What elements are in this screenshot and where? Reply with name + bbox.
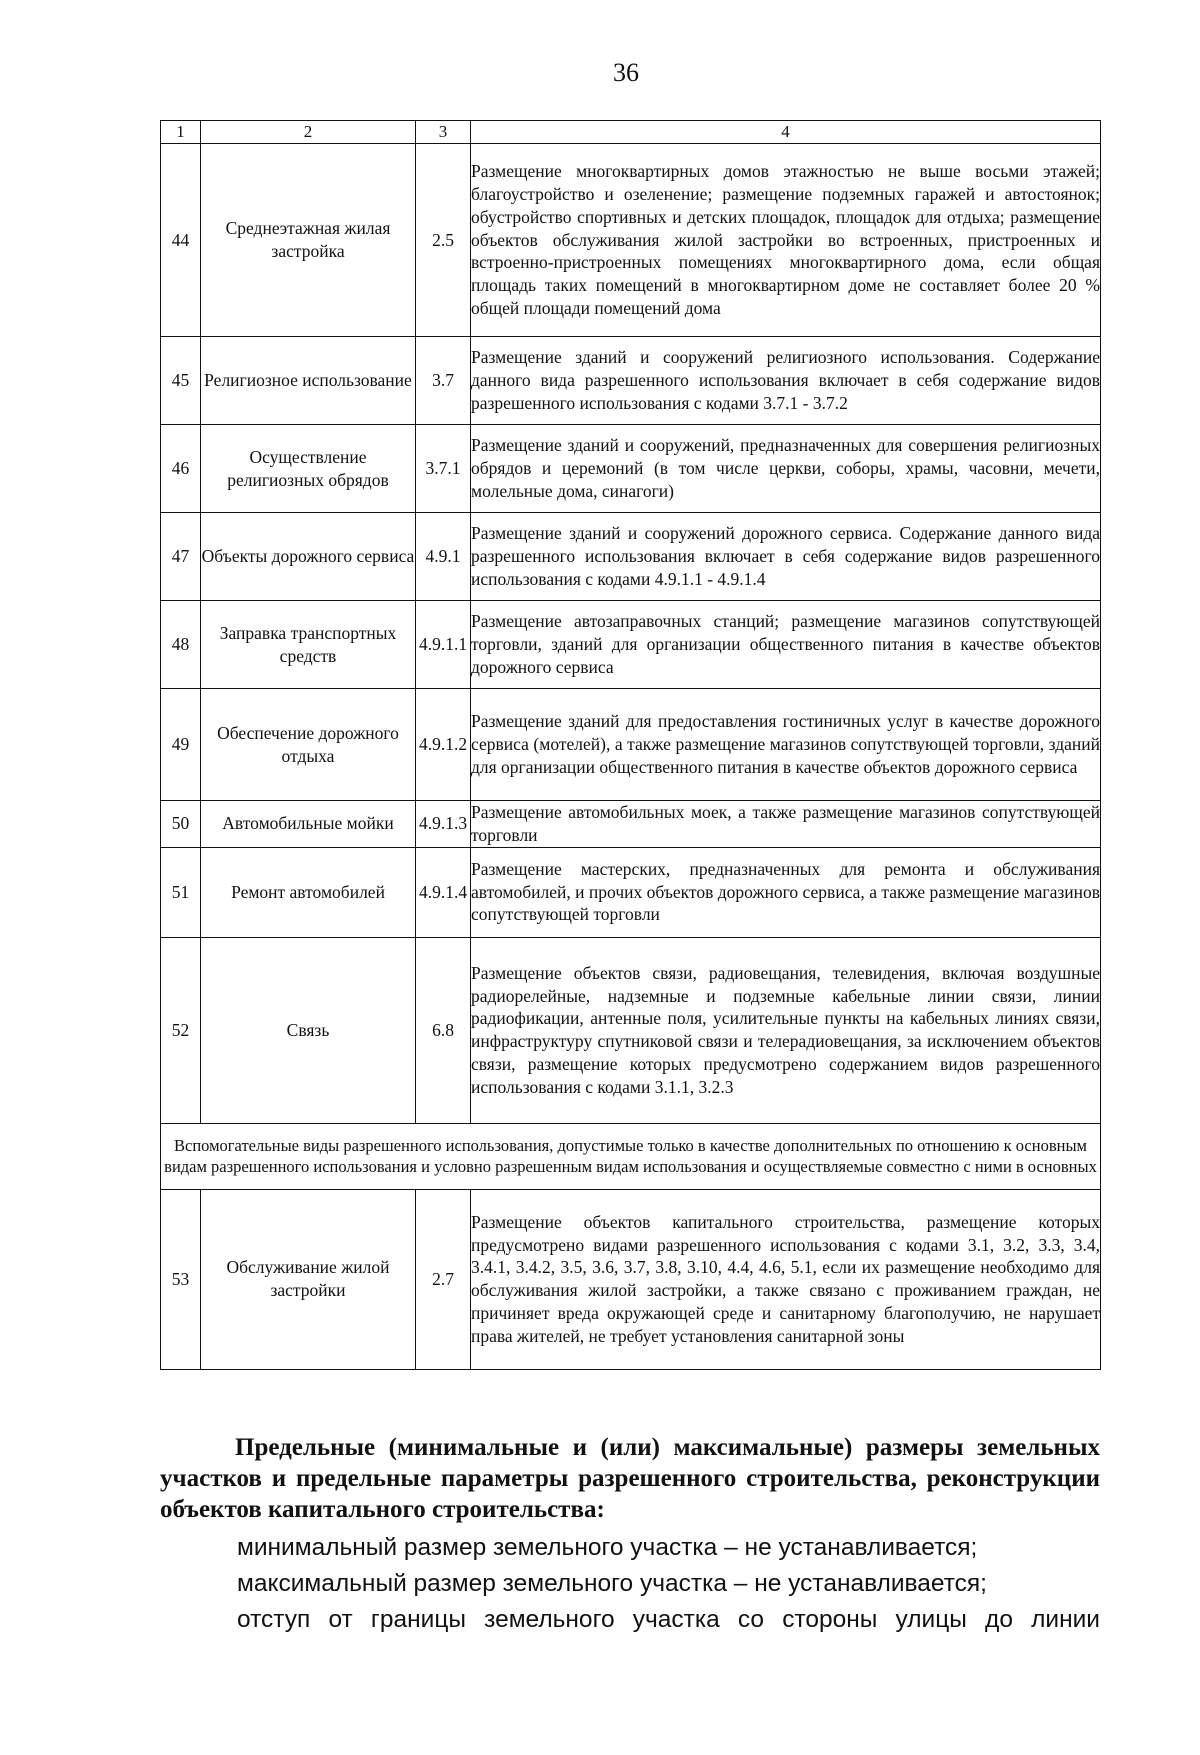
use-name: Объекты дорожного сервиса xyxy=(201,513,416,601)
row-number: 49 xyxy=(161,689,201,801)
table-row xyxy=(161,144,1101,337)
use-code: 6.8 xyxy=(416,937,471,1123)
use-name: Религиозное использование xyxy=(201,337,416,425)
row-number: 50 xyxy=(161,801,201,848)
row-number: 48 xyxy=(161,601,201,689)
use-code: 3.7.1 xyxy=(416,425,471,513)
use-name: Автомобильные мойки xyxy=(201,801,416,848)
column-header-4: 4 xyxy=(471,121,1101,144)
table-row xyxy=(161,801,1101,848)
use-name: Связь xyxy=(201,937,416,1123)
table-header-row xyxy=(161,121,1101,144)
use-name: Ремонт автомобилей xyxy=(201,847,416,937)
use-description: Размещение мастерских, предназначенных для ремонта и обслуживания автомобилей, и прочих объектов дорожного сервиса, а также размещение магазинов сопутствующей торговли xyxy=(471,847,1101,937)
use-code: 2.7 xyxy=(416,1189,471,1369)
row-number: 45 xyxy=(161,337,201,425)
row-number: 51 xyxy=(161,847,201,937)
land-use-table xyxy=(160,120,1101,1370)
use-code: 4.9.1.4 xyxy=(416,847,471,937)
column-header-3: 3 xyxy=(416,121,471,144)
use-description: Размещение объектов капитального строительства, размещение которых предусмотрено видами разрешенного использования с кодами 3.1, 3.2, 3.3, 3.4, 3.4.1, 3.4.2, 3.5, 3.6, 3.7, 3.8, 3.10, 4.4, 4.6, 5.1, если их размещение необходимо для обслуживания жилой застройки, а также связано с проживанием граждан, не причиняет вреда окружающей среде и санитарному благополучию, не нарушает права жителей, не требует установления санитарной зоны xyxy=(471,1189,1101,1369)
use-code: 2.5 xyxy=(416,144,471,337)
section-row xyxy=(161,1123,1101,1189)
use-code: 3.7 xyxy=(416,337,471,425)
table-row xyxy=(161,513,1101,601)
use-code: 4.9.1.3 xyxy=(416,801,471,848)
use-name: Заправка транспортных средств xyxy=(201,601,416,689)
table-row xyxy=(161,847,1101,937)
table-row xyxy=(161,689,1101,801)
table-row xyxy=(161,337,1101,425)
use-code: 4.9.1.2 xyxy=(416,689,471,801)
row-number: 47 xyxy=(161,513,201,601)
param-line: минимальный размер земельного участка – не устанавливается; xyxy=(237,1534,978,1561)
use-name: Осуществление религиозных обрядов xyxy=(201,425,416,513)
use-description: Размещение зданий и сооружений, предназначенных для совершения религиозных обрядов и церемоний (в том числе церкви, соборы, храмы, часовни, мечети, молельные дома, синагоги) xyxy=(471,425,1101,513)
section-title: Вспомогательные виды разрешенного использования, допустимые только в качестве дополнительных по отношению к основным видам разрешенного использования и условно разрешенным видам использования и осуществляемые совместно с ними в основных xyxy=(161,1123,1101,1189)
use-description: Размещение многоквартирных домов этажностью не выше восьми этажей; благоустройство и озеленение; размещение подземных гаражей и автостоянок; обустройство спортивных и детских площадок, площадок для отдыха; размещение объектов обслуживания жилой застройки во встроенных, пристроенных и встроенно-пристроенных помещениях многоквартирного дома, если общая площадь таких помещений в многоквартирном доме не составляет более 20 % общей площади помещений дома xyxy=(471,144,1101,337)
use-name: Среднеэтажная жилая застройка xyxy=(201,144,416,337)
use-description: Размещение зданий для предоставления гостиничных услуг в качестве дорожного сервиса (мотелей), а также размещение магазинов сопутствующей торговли, зданий для организации общественного питания в качестве объектов дорожного сервиса xyxy=(471,689,1101,801)
use-description: Размещение автомобильных моек, а также размещение магазинов сопутствующей торговли xyxy=(471,801,1101,848)
row-number: 44 xyxy=(161,144,201,337)
use-code: 4.9.1.1 xyxy=(416,601,471,689)
row-number: 46 xyxy=(161,425,201,513)
row-number: 53 xyxy=(161,1189,201,1369)
param-line: максимальный размер земельного участка – не устанавливается; xyxy=(237,1570,987,1597)
param-line: отступ от границы земельного участка со стороны улицы до линии xyxy=(237,1606,1100,1633)
use-description: Размещение зданий и сооружений религиозного использования. Содержание данного вида разрешенного использования включает в себя содержание видов разрешенного использования с кодами 3.7.1 - 3.7.2 xyxy=(471,337,1101,425)
use-description: Размещение зданий и сооружений дорожного сервиса. Содержание данного вида разрешенного использования включает в себя содержание видов разрешенного использования с кодами 4.9.1.1 - 4.9.1.4 xyxy=(471,513,1101,601)
table-row xyxy=(161,601,1101,689)
row-number: 52 xyxy=(161,937,201,1123)
use-name: Обслуживание жилой застройки xyxy=(201,1189,416,1369)
table-row xyxy=(161,1189,1101,1369)
table-row xyxy=(161,937,1101,1123)
page-number: 36 xyxy=(613,58,639,87)
table-row xyxy=(161,425,1101,513)
parameters-heading: Предельные (минимальные и (или) максимальные) размеры земельных участков и предельные параметры разрешенного строительства, реконструкции объектов капитального строительства: xyxy=(160,1434,1100,1523)
column-header-1: 1 xyxy=(161,121,201,144)
column-header-2: 2 xyxy=(201,121,416,144)
use-name: Обеспечение дорожного отдыха xyxy=(201,689,416,801)
use-description: Размещение объектов связи, радиовещания, телевидения, включая воздушные радиорелейные, надземные и подземные кабельные линии связи, линии радиофикации, антенные поля, усилительные пункты на кабельных линиях связи, инфраструктуру спутниковой связи и телерадиовещания, за исключением объектов связи, размещение которых предусмотрено содержанием видов разрешенного использования с кодами 3.1.1, 3.2.3 xyxy=(471,937,1101,1123)
use-code: 4.9.1 xyxy=(416,513,471,601)
use-description: Размещение автозаправочных станций; размещение магазинов сопутствующей торговли, зданий для организации общественного питания в качестве объектов дорожного сервиса xyxy=(471,601,1101,689)
